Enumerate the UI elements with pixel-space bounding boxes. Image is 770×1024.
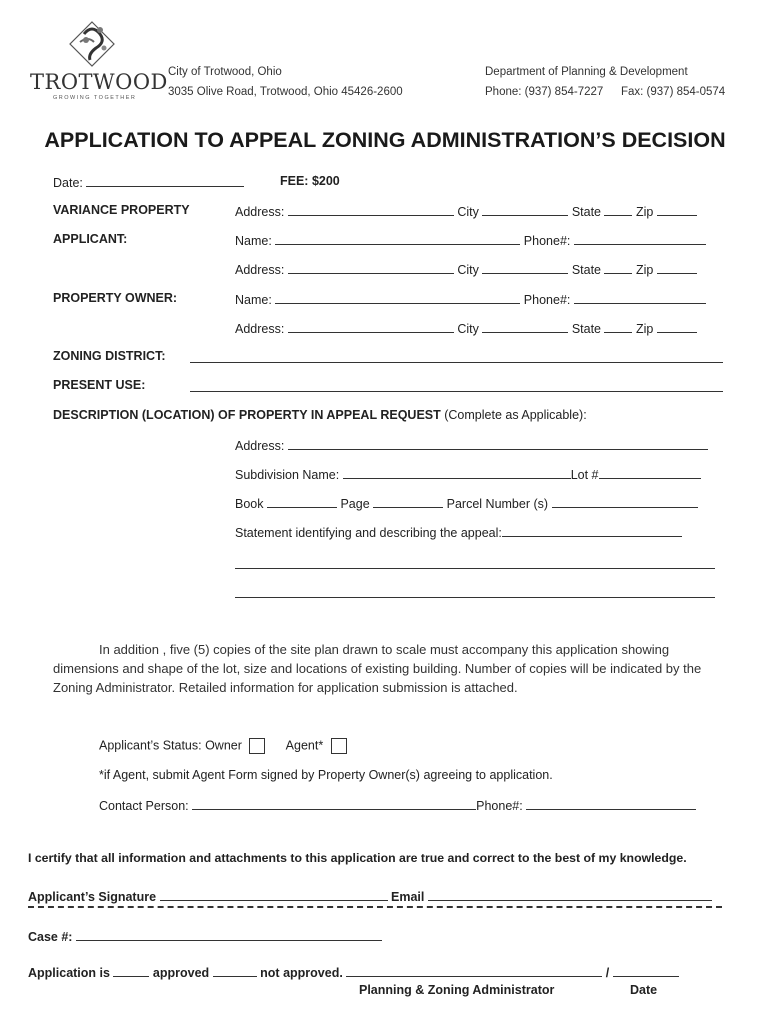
application-is-label: Application is — [28, 966, 110, 980]
fee-label: FEE: $200 — [280, 174, 340, 188]
logo-wordmark: TROTWOOD — [30, 70, 168, 94]
zoning-district-field[interactable] — [190, 362, 723, 363]
owner-address-field[interactable] — [288, 320, 454, 333]
applicant-name-field[interactable] — [275, 232, 520, 245]
subdivision-row — [235, 466, 701, 482]
city-name: City of Trotwood, Ohio — [168, 66, 282, 78]
property-owner-label: PROPERTY OWNER: — [53, 291, 178, 305]
lot-label: Lot # — [570, 468, 599, 482]
contact-label: Contact Person: — [99, 799, 189, 813]
agent-note: *if Agent, submit Agent Form signed by Property Owner(s) agreeing to application. — [99, 768, 553, 782]
address-label: Address: — [235, 263, 285, 277]
zip-label: Zip — [635, 205, 654, 219]
description-heading-bold: DESCRIPTION (LOCATION) OF PROPERTY IN APPEAL REQUEST — [53, 408, 441, 422]
agent-label: Agent* — [285, 738, 324, 753]
applicant-address-field[interactable] — [288, 261, 454, 274]
state-label: State — [571, 263, 601, 277]
contact-row — [99, 797, 696, 813]
applicant-state-field[interactable] — [604, 261, 632, 274]
certification-statement: I certify that all information and attachments to this application are true and correct to the best of my knowledge. — [28, 851, 687, 865]
approval-date-field[interactable] — [613, 964, 679, 977]
variance-property-label: VARIANCE PROPERTY — [53, 203, 190, 217]
owner-name-row — [235, 291, 706, 307]
divider — [28, 906, 722, 908]
state-label: State — [571, 322, 601, 336]
not-approved-label: not approved. — [260, 966, 343, 980]
zip-label: Zip — [635, 263, 654, 277]
instructions-paragraph — [53, 640, 715, 697]
date-field[interactable] — [86, 174, 244, 187]
owner-checkbox[interactable] — [249, 738, 265, 754]
administrator-label: Planning & Zoning Administrator — [359, 983, 555, 997]
subdivision-field[interactable] — [343, 466, 571, 479]
not-approved-field[interactable] — [213, 964, 257, 977]
date-row — [53, 174, 244, 190]
applicant-label: APPLICANT: — [53, 232, 128, 246]
signature-label: Applicant’s Signature — [28, 890, 157, 904]
signature-field[interactable] — [160, 888, 388, 901]
approved-field[interactable] — [113, 964, 149, 977]
present-use-field[interactable] — [190, 391, 723, 392]
department-fax: Fax: (937) 854-0574 — [621, 86, 726, 98]
variance-state-field[interactable] — [604, 203, 632, 216]
date-label: Date: — [53, 176, 83, 190]
owner-city-field[interactable] — [482, 320, 568, 333]
description-address-field[interactable] — [288, 437, 708, 450]
variance-zip-field[interactable] — [657, 203, 697, 216]
book-field[interactable] — [267, 495, 337, 508]
applicant-city-field[interactable] — [482, 261, 568, 274]
address-label: Address: — [235, 205, 285, 219]
city-address: 3035 Olive Road, Trotwood, Ohio 45426-2600 — [168, 86, 403, 98]
city-label: City — [457, 205, 479, 219]
variance-address-row — [235, 203, 697, 219]
owner-state-field[interactable] — [604, 320, 632, 333]
address-label: Address: — [235, 322, 285, 336]
statement-label: Statement identifying and describing the appeal: — [235, 526, 502, 540]
variance-address-field[interactable] — [288, 203, 454, 216]
book-label: Book — [235, 497, 264, 511]
instructions-text: In addition , five (5) copies of the site plan drawn to scale must accompany this application showing dimensions and shape of the lot, size and locations of existing building. Number of copies will be indicated by the Zoning Administrator. Retailed information for application submission is attached. — [53, 642, 702, 695]
case-field[interactable] — [76, 928, 382, 941]
owner-phone-field[interactable] — [574, 291, 706, 304]
statement-row — [235, 524, 682, 540]
description-heading-note: (Complete as Applicable): — [440, 408, 587, 422]
signature-row — [28, 888, 712, 904]
owner-name-field[interactable] — [275, 291, 520, 304]
applicant-name-row — [235, 232, 706, 248]
city-label: City — [457, 322, 479, 336]
approval-row — [28, 964, 679, 980]
parcel-label: Parcel Number (s) — [446, 497, 549, 511]
subdivision-label: Subdivision Name: — [235, 468, 340, 482]
owner-address-row — [235, 320, 697, 336]
lot-field[interactable] — [599, 466, 701, 479]
variance-city-field[interactable] — [482, 203, 568, 216]
contact-field[interactable] — [192, 797, 476, 810]
logo-tagline: GROWING TOGETHER — [53, 95, 137, 101]
approval-date-label: Date — [630, 983, 658, 997]
name-label: Name: — [235, 293, 272, 307]
applicant-zip-field[interactable] — [657, 261, 697, 274]
page-field[interactable] — [373, 495, 443, 508]
administrator-signature-field[interactable] — [346, 964, 602, 977]
book-page-row — [235, 495, 698, 511]
parcel-field[interactable] — [552, 495, 698, 508]
description-heading — [53, 408, 587, 422]
address-label: Address: — [235, 439, 285, 453]
applicant-phone-field[interactable] — [574, 232, 706, 245]
owner-zip-field[interactable] — [657, 320, 697, 333]
statement-line-3[interactable] — [235, 597, 715, 598]
email-label: Email — [391, 890, 425, 904]
state-label: State — [571, 205, 601, 219]
present-use-label: PRESENT USE: — [53, 378, 146, 392]
name-label: Name: — [235, 234, 272, 248]
applicant-address-row — [235, 261, 697, 277]
city-label: City — [457, 263, 479, 277]
contact-phone-field[interactable] — [526, 797, 696, 810]
description-address-row — [235, 437, 708, 453]
status-label: Applicant’s Status: Owner — [99, 738, 242, 753]
statement-field[interactable] — [502, 524, 682, 537]
zoning-district-label: ZONING DISTRICT: — [53, 349, 166, 363]
status-row — [99, 738, 347, 754]
department-phone: Phone: (937) 854-7227 — [485, 86, 604, 98]
statement-line-2[interactable] — [235, 568, 715, 569]
zip-label: Zip — [635, 322, 654, 336]
date-separator: / — [605, 966, 610, 980]
form-title: APPLICATION TO APPEAL ZONING ADMINISTRATION’S DECISION — [44, 128, 726, 152]
phone-label: Phone#: — [523, 293, 571, 307]
agent-checkbox[interactable] — [331, 738, 347, 754]
approved-label: approved — [152, 966, 210, 980]
phone-label: Phone#: — [523, 234, 571, 248]
case-row — [28, 928, 382, 944]
email-field[interactable] — [428, 888, 712, 901]
case-label: Case #: — [28, 930, 73, 944]
page-label: Page — [340, 497, 370, 511]
contact-phone-label: Phone#: — [476, 799, 523, 813]
department-name: Department of Planning & Development — [485, 66, 688, 78]
